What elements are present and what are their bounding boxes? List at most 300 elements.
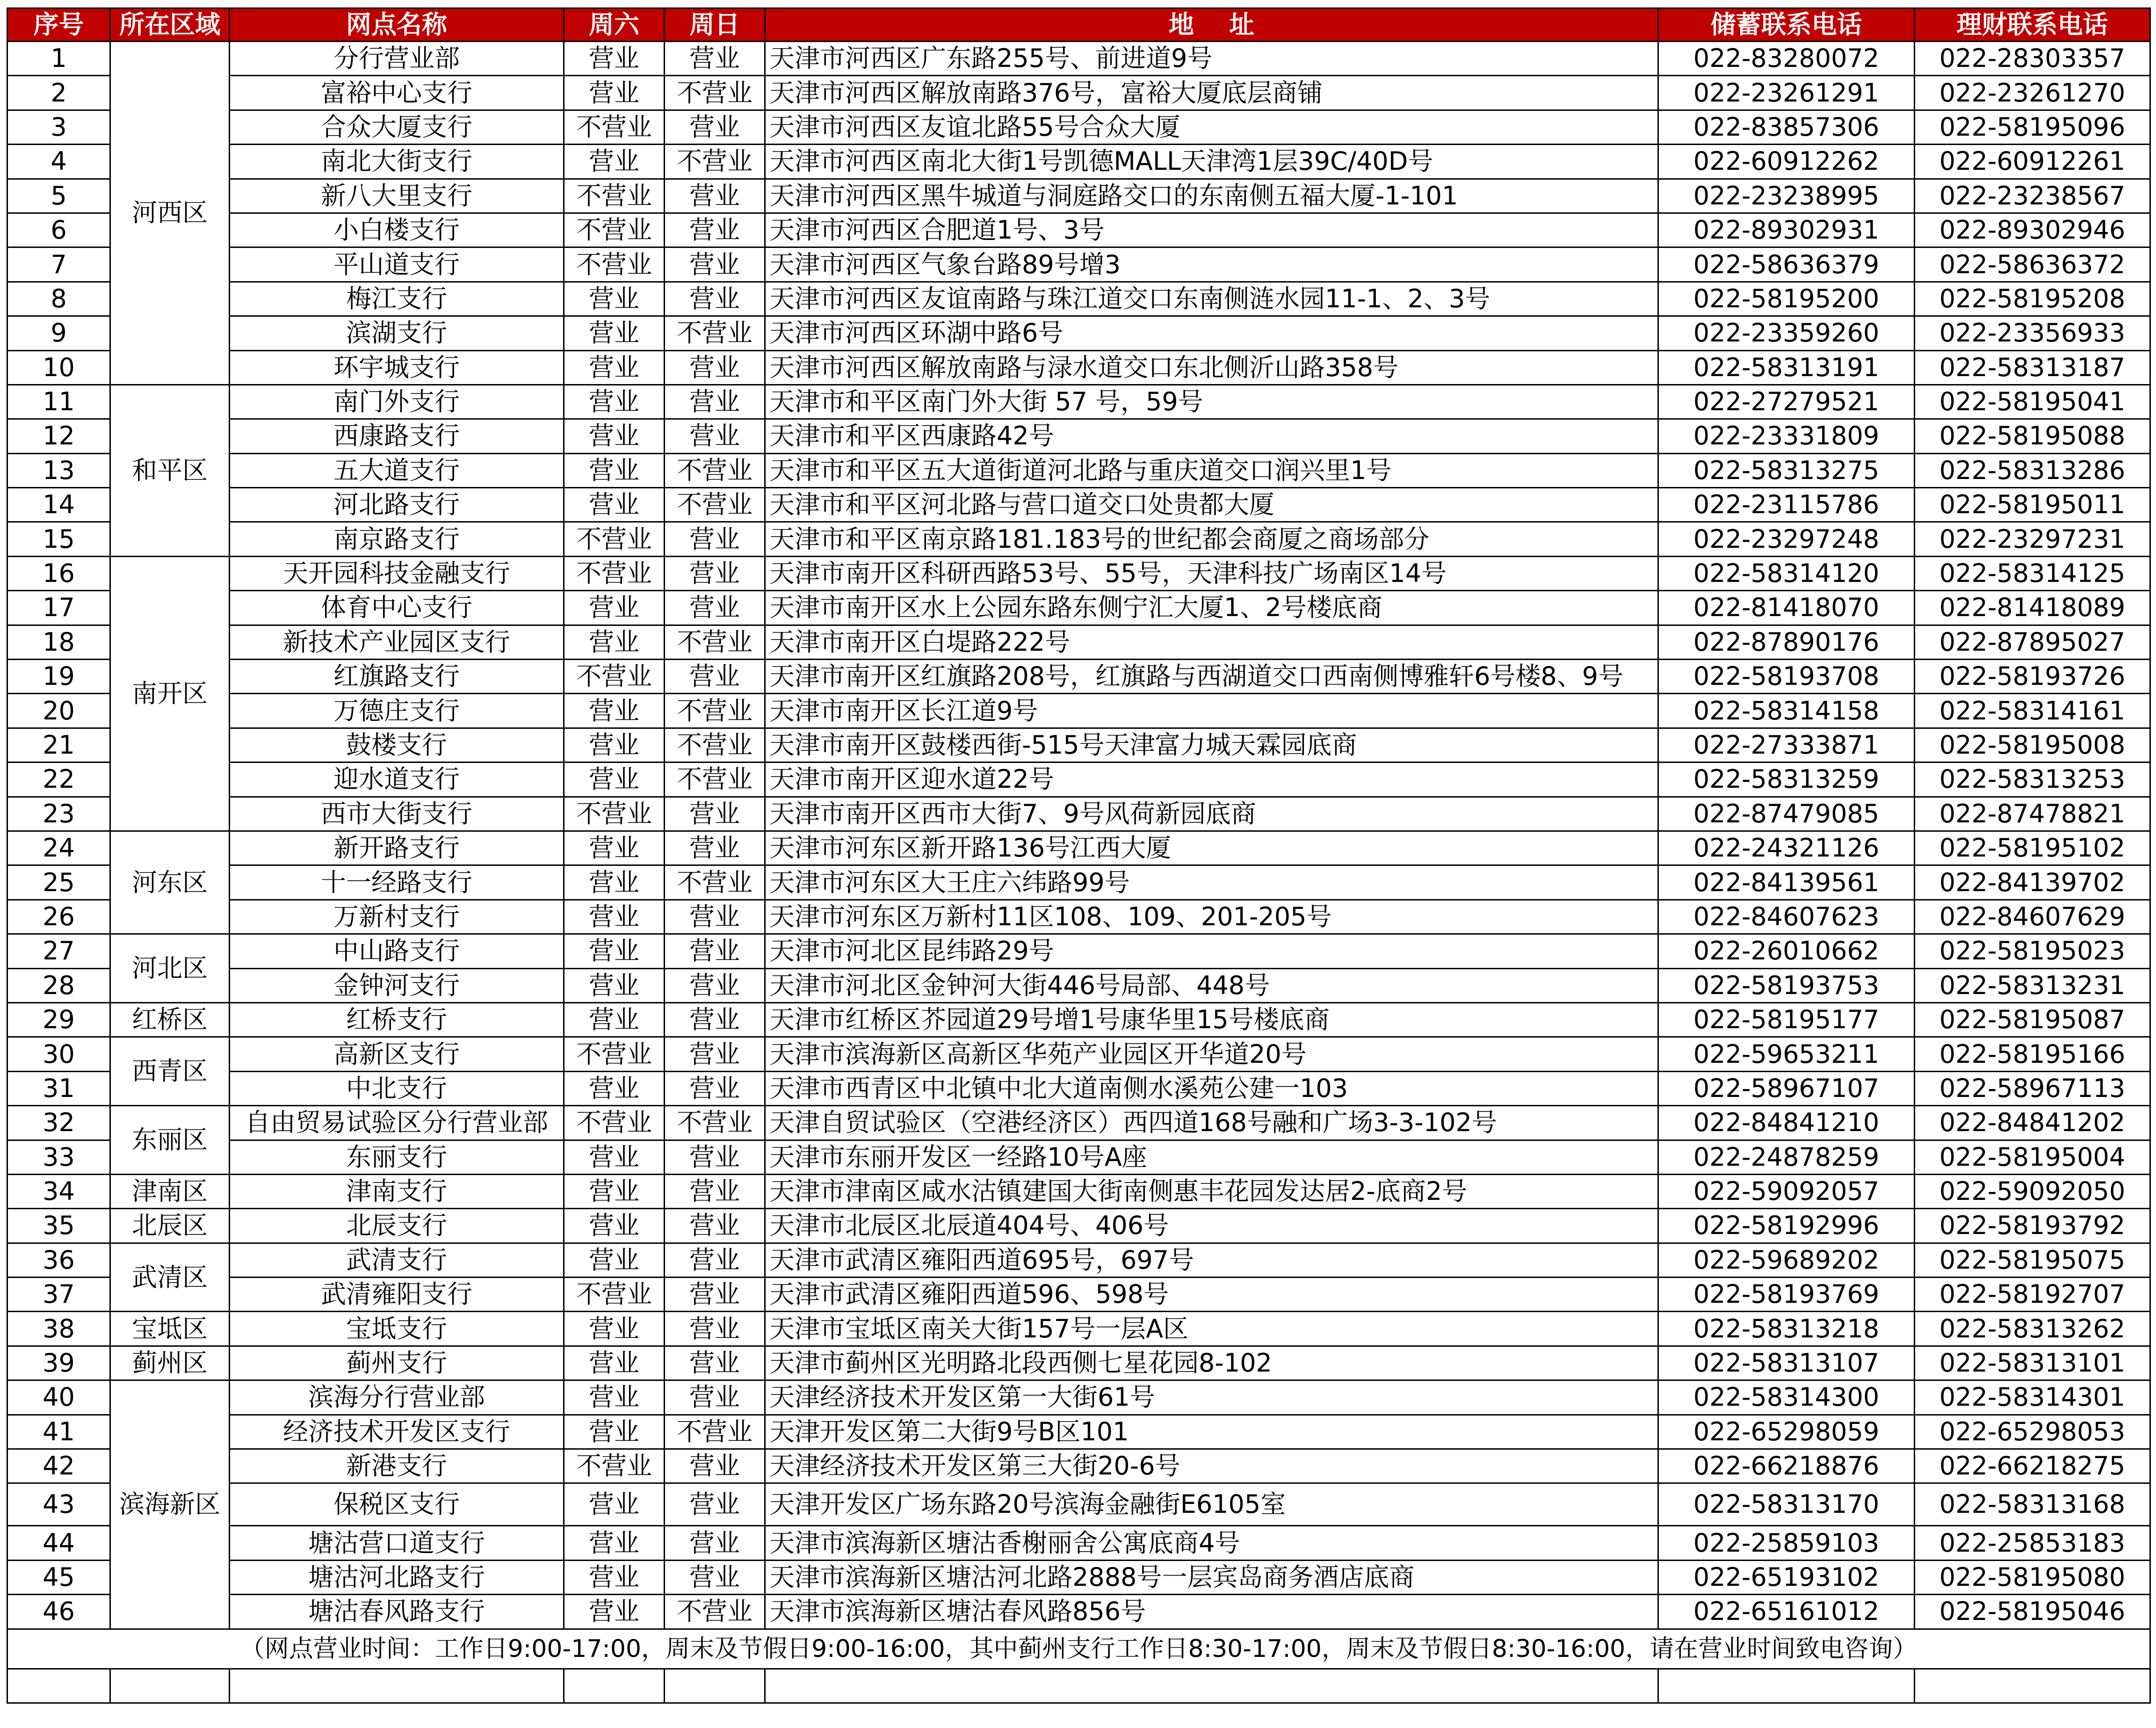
- sunday-status: 营业: [665, 1002, 765, 1037]
- wealth-phone: 022-58195046: [1915, 1595, 2150, 1629]
- table-row: [7, 625, 2150, 659]
- saturday-status: 营业: [564, 488, 665, 522]
- savings-phone: 022-84139561: [1658, 865, 1915, 900]
- address: 天津开发区第二大街9号B区101: [765, 1415, 1658, 1449]
- address: 天津市南开区鼓楼西街-515号天津富力城天霖园底商: [765, 728, 1658, 762]
- savings-phone: 022-23238995: [1658, 179, 1915, 213]
- wealth-phone: 022-58195004: [1915, 1140, 2150, 1174]
- address: 天津市武清区雍阳西道596、598号: [765, 1278, 1658, 1312]
- address: 天津市南开区红旗路208号，红旗路与西湖道交口西南侧博雅轩6号楼8、9号: [765, 660, 1658, 694]
- region-cell: 红桥区: [110, 1002, 230, 1037]
- sunday-status: 不营业: [665, 762, 765, 797]
- branch-name: 武清支行: [230, 1243, 564, 1277]
- saturday-status: 不营业: [564, 1278, 665, 1312]
- sunday-status: 营业: [665, 179, 765, 213]
- savings-phone: 022-81418070: [1658, 591, 1915, 625]
- sunday-status: 营业: [665, 110, 765, 144]
- wealth-phone: 022-58314125: [1915, 556, 2150, 590]
- sunday-status: 营业: [665, 522, 765, 556]
- branch-name: 天开园科技金融支行: [230, 556, 564, 590]
- wealth-phone: 022-58313187: [1915, 350, 2150, 385]
- row-number: 39: [7, 1346, 110, 1380]
- sunday-status: 营业: [665, 797, 765, 831]
- branch-name: 南北大街支行: [230, 145, 564, 179]
- wealth-phone: 022-87478821: [1915, 797, 2150, 831]
- branch-name: 分行营业部: [230, 42, 564, 76]
- blank-cell: [1915, 1669, 2150, 1703]
- saturday-status: 营业: [564, 728, 665, 762]
- address: 天津市河西区广东路255号、前进道9号: [765, 42, 1658, 76]
- address: 天津市南开区水上公园东路东侧宁汇大厦1、2号楼底商: [765, 591, 1658, 625]
- address: 天津市南开区科研西路53号、55号，天津科技广场南区14号: [765, 556, 1658, 590]
- branch-name: 小白楼支行: [230, 213, 564, 247]
- row-number: 3: [7, 110, 110, 144]
- branch-name: 高新区支行: [230, 1037, 564, 1071]
- wealth-phone: 022-58967113: [1915, 1071, 2150, 1105]
- wealth-phone: 022-58195096: [1915, 110, 2150, 144]
- branch-name: 经济技术开发区支行: [230, 1415, 564, 1449]
- saturday-status: 营业: [564, 934, 665, 968]
- sunday-status: 营业: [665, 1243, 765, 1277]
- branch-name: 万德庄支行: [230, 694, 564, 728]
- saturday-status: 不营业: [564, 660, 665, 694]
- table-row: [7, 934, 2150, 968]
- branch-name: 万新村支行: [230, 900, 564, 934]
- wealth-phone: 022-58313286: [1915, 453, 2150, 487]
- region-cell: 和平区: [110, 385, 230, 556]
- address: 天津市河西区解放南路与渌水道交口东北侧沂山路358号: [765, 350, 1658, 385]
- sunday-status: 营业: [665, 1037, 765, 1071]
- savings-phone: 022-58967107: [1658, 1071, 1915, 1105]
- saturday-status: 营业: [564, 1243, 665, 1277]
- sunday-status: 营业: [665, 1449, 765, 1483]
- wealth-phone: 022-58195011: [1915, 488, 2150, 522]
- savings-phone: 022-83857306: [1658, 110, 1915, 144]
- saturday-status: 不营业: [564, 179, 665, 213]
- sunday-status: 营业: [665, 1483, 765, 1526]
- row-number: 25: [7, 865, 110, 900]
- branch-name: 南京路支行: [230, 522, 564, 556]
- saturday-status: 营业: [564, 1140, 665, 1174]
- address: 天津市西青区中北镇中北大道南侧水溪苑公建一103: [765, 1071, 1658, 1105]
- saturday-status: 营业: [564, 1209, 665, 1243]
- branch-name: 十一经路支行: [230, 865, 564, 900]
- saturday-status: 营业: [564, 968, 665, 1002]
- saturday-status: 营业: [564, 145, 665, 179]
- address: 天津市滨海新区高新区华苑产业园区开华道20号: [765, 1037, 1658, 1071]
- address: 天津市津南区咸水沽镇建国大街南侧惠丰花园发达居2-底商2号: [765, 1174, 1658, 1208]
- sunday-status: 营业: [665, 350, 765, 385]
- branch-name: 迎水道支行: [230, 762, 564, 797]
- row-number: 12: [7, 419, 110, 453]
- row-number: 31: [7, 1071, 110, 1105]
- sunday-status: 营业: [665, 1278, 765, 1312]
- savings-phone: 022-58192996: [1658, 1209, 1915, 1243]
- sunday-status: 营业: [665, 556, 765, 590]
- wealth-phone: 022-25853183: [1915, 1526, 2150, 1560]
- branch-name: 金钟河支行: [230, 968, 564, 1002]
- table-row: [7, 316, 2150, 350]
- branch-name: 鼓楼支行: [230, 728, 564, 762]
- savings-phone: 022-60912262: [1658, 145, 1915, 179]
- wealth-phone: 022-58195087: [1915, 1002, 2150, 1037]
- branch-name: 环宇城支行: [230, 350, 564, 385]
- branch-name: 南门外支行: [230, 385, 564, 419]
- row-number: 10: [7, 350, 110, 385]
- savings-phone: 022-84841210: [1658, 1106, 1915, 1140]
- savings-phone: 022-25859103: [1658, 1526, 1915, 1560]
- wealth-phone: 022-58195102: [1915, 831, 2150, 865]
- blank-cell: [665, 1669, 765, 1703]
- header-no: 序号: [7, 8, 110, 42]
- header-savings-phone: 储蓄联系电话: [1658, 8, 1915, 42]
- address: 天津市河北区金钟河大街446号局部、448号: [765, 968, 1658, 1002]
- table-row: [7, 522, 2150, 556]
- sunday-status: 不营业: [665, 1595, 765, 1629]
- branch-table: [7, 7, 2151, 1704]
- savings-phone: 022-58314158: [1658, 694, 1915, 728]
- branch-name: 滨湖支行: [230, 316, 564, 350]
- sunday-status: 营业: [665, 282, 765, 316]
- table-row: [7, 1278, 2150, 1312]
- table-row: [7, 1346, 2150, 1380]
- address: 天津市红桥区芥园道29号增1号康华里15号楼底商: [765, 1002, 1658, 1037]
- wealth-phone: 022-58195208: [1915, 282, 2150, 316]
- saturday-status: 营业: [564, 900, 665, 934]
- table-row: [7, 1174, 2150, 1208]
- region-cell: 津南区: [110, 1174, 230, 1208]
- sunday-status: 不营业: [665, 316, 765, 350]
- sunday-status: 营业: [665, 1071, 765, 1105]
- savings-phone: 022-58195177: [1658, 1002, 1915, 1037]
- saturday-status: 不营业: [564, 247, 665, 282]
- address: 天津市滨海新区塘沽春风路856号: [765, 1595, 1658, 1629]
- branch-name: 自由贸易试验区分行营业部: [230, 1106, 564, 1140]
- address: 天津市河西区黑牛城道与洞庭路交口的东南侧五福大厦-1-101: [765, 179, 1658, 213]
- header-sunday: 周日: [665, 8, 765, 42]
- region-cell: 河东区: [110, 831, 230, 934]
- sunday-status: 不营业: [665, 694, 765, 728]
- sunday-status: 营业: [665, 660, 765, 694]
- saturday-status: 营业: [564, 1346, 665, 1380]
- branch-name: 梅江支行: [230, 282, 564, 316]
- blank-cell: [1658, 1669, 1915, 1703]
- saturday-status: 营业: [564, 625, 665, 659]
- branch-name: 富裕中心支行: [230, 76, 564, 110]
- wealth-phone: 022-65298053: [1915, 1415, 2150, 1449]
- branch-name: 新八大里支行: [230, 179, 564, 213]
- savings-phone: 022-65161012: [1658, 1595, 1915, 1629]
- address: 天津经济技术开发区第一大街61号: [765, 1380, 1658, 1415]
- row-number: 26: [7, 900, 110, 934]
- row-number: 11: [7, 385, 110, 419]
- savings-phone: 022-26010662: [1658, 934, 1915, 968]
- table-row: [7, 694, 2150, 728]
- row-number: 9: [7, 316, 110, 350]
- saturday-status: 不营业: [564, 110, 665, 144]
- saturday-status: 不营业: [564, 1449, 665, 1483]
- footer-row: [7, 1629, 2150, 1669]
- wealth-phone: 022-84607629: [1915, 900, 2150, 934]
- wealth-phone: 022-23261270: [1915, 76, 2150, 110]
- row-number: 2: [7, 76, 110, 110]
- row-number: 42: [7, 1449, 110, 1483]
- saturday-status: 营业: [564, 350, 665, 385]
- branch-name: 红桥支行: [230, 1002, 564, 1037]
- region-cell: 滨海新区: [110, 1380, 230, 1629]
- branch-name: 河北路支行: [230, 488, 564, 522]
- table-row: [7, 831, 2150, 865]
- savings-phone: 022-58313107: [1658, 1346, 1915, 1380]
- blank-cell: [564, 1669, 665, 1703]
- savings-phone: 022-65298059: [1658, 1415, 1915, 1449]
- row-number: 40: [7, 1380, 110, 1415]
- address: 天津市和平区南门外大街 57 号，59号: [765, 385, 1658, 419]
- address: 天津市武清区雍阳西道695号，697号: [765, 1243, 1658, 1277]
- saturday-status: 营业: [564, 42, 665, 76]
- saturday-status: 营业: [564, 1560, 665, 1594]
- branch-name: 红旗路支行: [230, 660, 564, 694]
- sunday-status: 营业: [665, 591, 765, 625]
- branch-name: 西市大街支行: [230, 797, 564, 831]
- table-row: [7, 282, 2150, 316]
- wealth-phone: 022-23238567: [1915, 179, 2150, 213]
- table-row: [7, 865, 2150, 900]
- table-row: [7, 1380, 2150, 1415]
- savings-phone: 022-27279521: [1658, 385, 1915, 419]
- saturday-status: 不营业: [564, 797, 665, 831]
- saturday-status: 营业: [564, 1380, 665, 1415]
- table-row: [7, 1483, 2150, 1526]
- sunday-status: 营业: [665, 42, 765, 76]
- saturday-status: 不营业: [564, 213, 665, 247]
- table-row: [7, 213, 2150, 247]
- savings-phone: 022-59092057: [1658, 1174, 1915, 1208]
- branch-name: 保税区支行: [230, 1483, 564, 1526]
- sunday-status: 不营业: [665, 453, 765, 487]
- row-number: 1: [7, 42, 110, 76]
- header-saturday: 周六: [564, 8, 665, 42]
- row-number: 41: [7, 1415, 110, 1449]
- table-row: [7, 179, 2150, 213]
- table-row: [7, 660, 2150, 694]
- row-number: 20: [7, 694, 110, 728]
- savings-phone: 022-58636379: [1658, 247, 1915, 282]
- address: 天津市和平区南京路181.183号的世纪都会商厦之商场部分: [765, 522, 1658, 556]
- savings-phone: 022-58313170: [1658, 1483, 1915, 1526]
- row-number: 28: [7, 968, 110, 1002]
- sunday-status: 营业: [665, 968, 765, 1002]
- saturday-status: 营业: [564, 865, 665, 900]
- row-number: 30: [7, 1037, 110, 1071]
- wealth-phone: 022-58195166: [1915, 1037, 2150, 1071]
- table-body: [7, 42, 2150, 1703]
- savings-phone: 022-58314120: [1658, 556, 1915, 590]
- row-number: 18: [7, 625, 110, 659]
- wealth-phone: 022-59092050: [1915, 1174, 2150, 1208]
- sunday-status: 不营业: [665, 76, 765, 110]
- region-cell: 东丽区: [110, 1106, 230, 1175]
- savings-phone: 022-65193102: [1658, 1560, 1915, 1594]
- address: 天津市东丽开发区一经路10号A座: [765, 1140, 1658, 1174]
- table-row: [7, 1595, 2150, 1629]
- address: 天津市宝坻区南关大街157号一层A区: [765, 1312, 1658, 1346]
- branch-name: 体育中心支行: [230, 591, 564, 625]
- address: 天津市北辰区北辰道404号、406号: [765, 1209, 1658, 1243]
- address: 天津市河西区南北大街1号凯德MALL天津湾1层39C/40D号: [765, 145, 1658, 179]
- blank-cell: [765, 1669, 1658, 1703]
- saturday-status: 营业: [564, 1595, 665, 1629]
- savings-phone: 022-58314300: [1658, 1380, 1915, 1415]
- sunday-status: 不营业: [665, 728, 765, 762]
- saturday-status: 不营业: [564, 1106, 665, 1140]
- table-row: [7, 797, 2150, 831]
- row-number: 23: [7, 797, 110, 831]
- branch-name: 塘沽营口道支行: [230, 1526, 564, 1560]
- region-cell: 西青区: [110, 1037, 230, 1106]
- branch-name: 平山道支行: [230, 247, 564, 282]
- branch-name: 中山路支行: [230, 934, 564, 968]
- saturday-status: 营业: [564, 1071, 665, 1105]
- savings-phone: 022-84607623: [1658, 900, 1915, 934]
- row-number: 15: [7, 522, 110, 556]
- address: 天津经济技术开发区第三大街20-6号: [765, 1449, 1658, 1483]
- table-row: [7, 762, 2150, 797]
- savings-phone: 022-58313259: [1658, 762, 1915, 797]
- address: 天津市南开区西市大街7、9号风荷新园底商: [765, 797, 1658, 831]
- address: 天津市蓟州区光明路北段西侧七星花园8-102: [765, 1346, 1658, 1380]
- saturday-status: 营业: [564, 385, 665, 419]
- wealth-phone: 022-66218275: [1915, 1449, 2150, 1483]
- table-row: [7, 76, 2150, 110]
- wealth-phone: 022-23297231: [1915, 522, 2150, 556]
- table-row: [7, 1209, 2150, 1243]
- row-number: 5: [7, 179, 110, 213]
- savings-phone: 022-24878259: [1658, 1140, 1915, 1174]
- savings-phone: 022-23261291: [1658, 76, 1915, 110]
- header-row: [7, 8, 2150, 42]
- row-number: 8: [7, 282, 110, 316]
- business-hours-note: （网点营业时间：工作日9:00-17:00，周末及节假日9:00-16:00，其中蓟州支行工作日8:30-17:00，周末及节假日8:30-16:00，请在营业时间致电咨询）: [7, 1629, 2150, 1669]
- wealth-phone: 022-58195041: [1915, 385, 2150, 419]
- sunday-status: 不营业: [665, 1106, 765, 1140]
- row-number: 22: [7, 762, 110, 797]
- savings-phone: 022-59689202: [1658, 1243, 1915, 1277]
- row-number: 14: [7, 488, 110, 522]
- address: 天津市河东区大王庄六纬路99号: [765, 865, 1658, 900]
- savings-phone: 022-23115786: [1658, 488, 1915, 522]
- branch-name: 宝坻支行: [230, 1312, 564, 1346]
- address: 天津市河西区解放南路376号，富裕大厦底层商铺: [765, 76, 1658, 110]
- sunday-status: 不营业: [665, 1415, 765, 1449]
- savings-phone: 022-23331809: [1658, 419, 1915, 453]
- branch-name: 津南支行: [230, 1174, 564, 1208]
- address: 天津市河西区合肥道1号、3号: [765, 213, 1658, 247]
- sunday-status: 营业: [665, 419, 765, 453]
- wealth-phone: 022-89302946: [1915, 213, 2150, 247]
- sunday-status: 营业: [665, 1380, 765, 1415]
- savings-phone: 022-58193769: [1658, 1278, 1915, 1312]
- row-number: 16: [7, 556, 110, 590]
- wealth-phone: 022-58636372: [1915, 247, 2150, 282]
- saturday-status: 不营业: [564, 556, 665, 590]
- row-number: 36: [7, 1243, 110, 1277]
- saturday-status: 营业: [564, 453, 665, 487]
- address: 天津市南开区白堤路222号: [765, 625, 1658, 659]
- table-row: [7, 1037, 2150, 1071]
- blank-cell: [7, 1669, 110, 1703]
- row-number: 43: [7, 1483, 110, 1526]
- row-number: 34: [7, 1174, 110, 1208]
- savings-phone: 022-66218876: [1658, 1449, 1915, 1483]
- table-row: [7, 42, 2150, 76]
- branch-name: 新技术产业园区支行: [230, 625, 564, 659]
- sunday-status: 不营业: [665, 145, 765, 179]
- table-row: [7, 419, 2150, 453]
- savings-phone: 022-58195200: [1658, 282, 1915, 316]
- table-row: [7, 556, 2150, 590]
- header-address: 地 址: [765, 8, 1658, 42]
- sunday-status: 营业: [665, 900, 765, 934]
- sunday-status: 营业: [665, 1526, 765, 1560]
- wealth-phone: 022-58195088: [1915, 419, 2150, 453]
- address: 天津市和平区五大道街道河北路与重庆道交口润兴里1号: [765, 453, 1658, 487]
- table-row: [7, 591, 2150, 625]
- region-cell: 武清区: [110, 1243, 230, 1312]
- branch-name: 塘沽河北路支行: [230, 1560, 564, 1594]
- saturday-status: 营业: [564, 831, 665, 865]
- saturday-status: 营业: [564, 1483, 665, 1526]
- table-row: [7, 728, 2150, 762]
- savings-phone: 022-59653211: [1658, 1037, 1915, 1071]
- table-row: [7, 385, 2150, 419]
- address: 天津市河西区环湖中路6号: [765, 316, 1658, 350]
- sunday-status: 营业: [665, 1174, 765, 1208]
- region-cell: 宝坻区: [110, 1312, 230, 1346]
- address: 天津市和平区西康路42号: [765, 419, 1658, 453]
- row-number: 37: [7, 1278, 110, 1312]
- saturday-status: 不营业: [564, 522, 665, 556]
- address: 天津市河西区气象台路89号增3: [765, 247, 1658, 282]
- blank-cell: [110, 1669, 230, 1703]
- wealth-phone: 022-58195080: [1915, 1560, 2150, 1594]
- saturday-status: 营业: [564, 282, 665, 316]
- wealth-phone: 022-58195075: [1915, 1243, 2150, 1277]
- row-number: 35: [7, 1209, 110, 1243]
- branch-name: 东丽支行: [230, 1140, 564, 1174]
- sunday-status: 不营业: [665, 625, 765, 659]
- branch-name: 蓟州支行: [230, 1346, 564, 1380]
- wealth-phone: 022-58313262: [1915, 1312, 2150, 1346]
- row-number: 45: [7, 1560, 110, 1594]
- branch-name: 中北支行: [230, 1071, 564, 1105]
- saturday-status: 营业: [564, 1002, 665, 1037]
- region-cell: 河北区: [110, 934, 230, 1003]
- saturday-status: 营业: [564, 694, 665, 728]
- table-row: [7, 110, 2150, 144]
- region-cell: 河西区: [110, 42, 230, 385]
- wealth-phone: 022-87895027: [1915, 625, 2150, 659]
- table-row: [7, 968, 2150, 1002]
- address: 天津市滨海新区塘沽河北路2888号一层宾岛商务酒店底商: [765, 1560, 1658, 1594]
- table-row: [7, 900, 2150, 934]
- table-row: [7, 1415, 2150, 1449]
- row-number: 4: [7, 145, 110, 179]
- sunday-status: 营业: [665, 1346, 765, 1380]
- row-number: 21: [7, 728, 110, 762]
- header-branch-name: 网点名称: [230, 8, 564, 42]
- row-number: 24: [7, 831, 110, 865]
